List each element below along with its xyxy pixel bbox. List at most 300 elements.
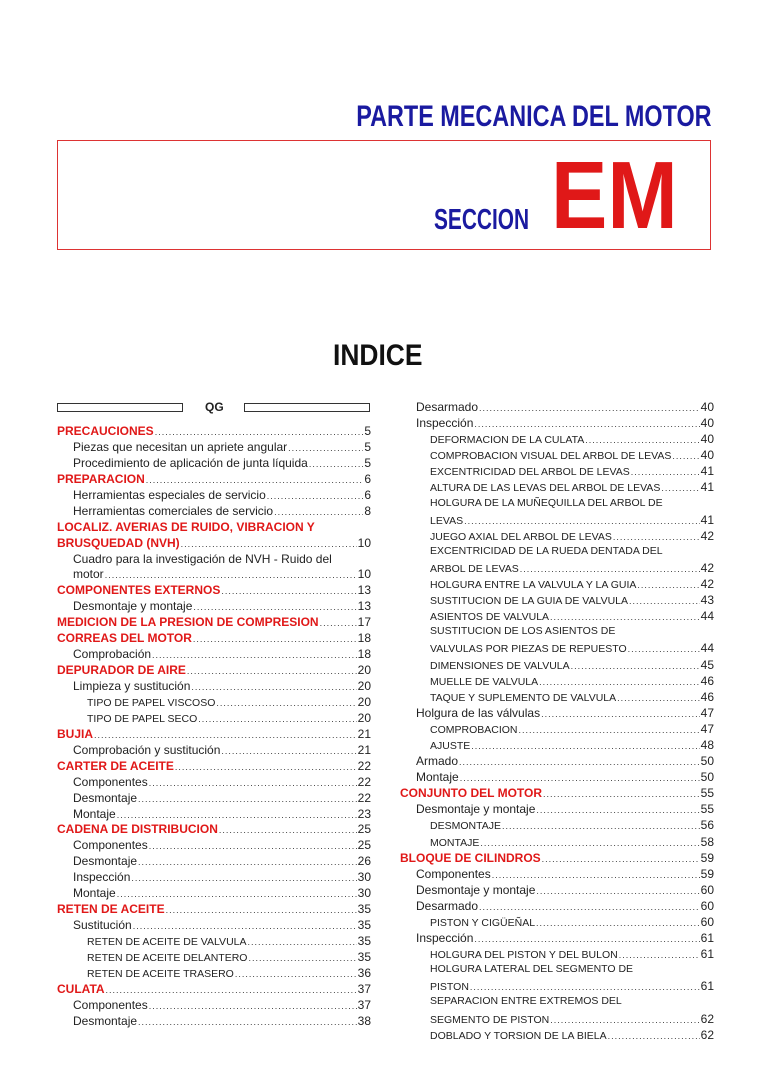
dot-leader — [138, 1017, 357, 1027]
toc-entry[interactable] — [57, 870, 371, 886]
toc-page-number: 30 — [357, 886, 371, 901]
toc-page-number: 5 — [364, 424, 371, 438]
toc-page-number: 60 — [700, 915, 714, 929]
toc-entry-title: Sustitución — [73, 918, 132, 933]
toc-entry-title: Desmontaje — [73, 854, 138, 869]
toc-right-column — [400, 400, 714, 1045]
toc-section-entry[interactable] — [57, 663, 371, 679]
toc-entry-title: RETEN DE ACEITE DELANTERO — [87, 951, 248, 964]
toc-entry[interactable] — [57, 838, 371, 854]
toc-page-number: 21 — [357, 742, 371, 757]
toc-page-number: 46 — [700, 689, 714, 704]
toc-section-entry[interactable] — [57, 902, 371, 918]
dot-leader — [117, 810, 357, 820]
dot-leader — [550, 1015, 699, 1025]
dot-leader — [149, 778, 357, 788]
toc-entry-title: Herramientas especiales de servicio — [73, 487, 266, 502]
toc-page-number: 44 — [700, 641, 714, 656]
dot-leader — [146, 475, 364, 485]
toc-entry[interactable] — [57, 599, 371, 615]
dot-leader — [474, 934, 699, 944]
toc-entry[interactable] — [400, 690, 714, 706]
toc-entry[interactable] — [400, 818, 714, 834]
toc-page-number: 40 — [700, 400, 714, 414]
toc-section-entry[interactable] — [57, 982, 371, 998]
toc-entry-title: DESMONTAJE — [430, 820, 501, 833]
toc-entry-title: Montaje — [416, 770, 459, 785]
dot-leader — [471, 741, 699, 751]
toc-entry[interactable] — [400, 899, 714, 915]
toc-entry[interactable] — [400, 722, 714, 738]
toc-entry[interactable] — [57, 695, 371, 711]
toc-entry[interactable] — [400, 867, 714, 883]
toc-page-number: 50 — [700, 770, 714, 785]
toc-entry[interactable] — [400, 979, 714, 995]
dot-leader — [617, 693, 699, 703]
toc-entry[interactable] — [57, 775, 371, 791]
toc-entry-title: CULATA — [57, 981, 105, 996]
dot-leader — [216, 698, 356, 708]
toc-entry[interactable] — [400, 770, 714, 786]
toc-entry[interactable] — [400, 416, 714, 432]
toc-page-number: 5 — [364, 455, 371, 470]
toc-entry-title: SEGMENTO DE PISTON — [430, 1013, 550, 1026]
toc-entry-title: RETEN DE ACEITE DE VALVULA — [87, 936, 247, 948]
toc-page-number: 55 — [700, 802, 714, 817]
dot-leader — [274, 507, 363, 517]
toc-entry-title: Desmontaje y montaje — [416, 802, 536, 817]
toc-entry[interactable] — [400, 754, 714, 770]
toc-page-number: 35 — [357, 902, 371, 917]
dot-leader — [536, 805, 699, 815]
toc-page-number: 21 — [357, 726, 371, 741]
toc-entry-title: LEVAS — [430, 514, 464, 527]
toc-page-number: 42 — [700, 560, 714, 575]
toc-entry-title: AJUSTE — [430, 739, 471, 752]
toc-entry[interactable] — [400, 448, 714, 464]
toc-entry[interactable] — [400, 1028, 714, 1044]
toc-section-entry[interactable] — [57, 631, 371, 647]
dot-leader — [193, 602, 356, 612]
dot-leader — [502, 821, 700, 831]
toc-entry[interactable] — [57, 807, 371, 823]
toc-entry-title: Inspección — [416, 416, 474, 431]
toc-entry-title: Componentes — [416, 866, 491, 881]
toc-entry-title: EXCENTRICIDAD DEL ARBOL DE LEVAS — [430, 466, 630, 479]
toc-entry-title: SEPARACION ENTRE EXTREMOS DEL — [430, 995, 622, 1008]
engine-code-rule-left — [57, 403, 183, 412]
toc-entry-title: BLOQUE DE CILINDROS — [400, 850, 541, 865]
toc-page-number: 61 — [700, 979, 714, 994]
toc-entry[interactable] — [57, 743, 371, 759]
toc-page-number: 22 — [357, 758, 371, 773]
toc-entry[interactable] — [400, 915, 714, 931]
toc-section-entry[interactable] — [400, 786, 714, 802]
toc-entry[interactable] — [57, 950, 371, 966]
toc-entry[interactable] — [57, 567, 371, 583]
toc-entry[interactable] — [400, 593, 714, 609]
toc-entry-title: TIPO DE PAPEL VISCOSO — [87, 696, 216, 709]
toc-page-number: 62 — [700, 1027, 714, 1042]
toc-page-number: 23 — [357, 806, 371, 821]
toc-page-number: 41 — [700, 512, 714, 527]
toc-entry-title: EXCENTRICIDAD DE LA RUEDA DENTADA DEL — [430, 544, 663, 557]
toc-entry[interactable] — [57, 966, 371, 982]
dot-leader — [550, 612, 700, 622]
toc-page-number: 59 — [700, 850, 714, 865]
manual-title: PARTE MECANICA DEL MOTOR — [356, 100, 712, 133]
dot-leader — [149, 1001, 357, 1011]
toc-page-number: 41 — [700, 480, 714, 495]
toc-entry-title: Inspección — [416, 931, 474, 946]
toc-section-entry[interactable] — [57, 536, 371, 552]
toc-entry[interactable] — [400, 561, 714, 577]
toc-entry[interactable] — [57, 488, 371, 504]
dot-leader — [219, 825, 357, 835]
toc-entry-title: Componentes — [73, 997, 148, 1012]
toc-entry[interactable] — [400, 529, 714, 545]
toc-entry-title: HOLGURA LATERAL DEL SEGMENTO DE — [430, 963, 634, 976]
dot-leader — [248, 937, 357, 947]
toc-page-number: 37 — [357, 997, 371, 1012]
toc-page-number: 20 — [357, 694, 371, 709]
toc-entry-title: Desarmado — [416, 400, 479, 414]
toc-entry-title: TAQUE Y SUPLEMENTO DE VALVULA — [430, 691, 617, 704]
dot-leader — [138, 794, 357, 804]
toc-section-entry[interactable] — [400, 851, 714, 867]
toc-page-number: 42 — [700, 528, 714, 543]
toc-page-number: 45 — [700, 657, 714, 672]
toc-entry[interactable] — [57, 934, 371, 950]
toc-entry-title: Armado — [416, 754, 459, 769]
toc-page-number: 60 — [700, 882, 714, 897]
dot-leader — [536, 918, 700, 928]
toc-section-entry[interactable] — [57, 822, 371, 838]
toc-entry-title: Piezas que necesitan un apriete angular — [73, 439, 288, 454]
toc-entry[interactable] — [400, 883, 714, 899]
toc-page-number: 38 — [357, 1013, 371, 1028]
toc-entry-title: BRUSQUEDAD (NVH) — [57, 535, 180, 550]
toc-entry-title: Holgura de las válvulas — [416, 705, 541, 720]
toc-entry-title: CADENA DE DISTRIBUCION — [57, 822, 218, 837]
toc-entry[interactable] — [400, 641, 714, 657]
toc-entry-title: Desarmado — [416, 898, 479, 913]
toc-entry[interactable] — [400, 674, 714, 690]
toc-entry[interactable] — [57, 998, 371, 1014]
toc-entry-title: Herramientas comerciales de servicio — [73, 503, 274, 518]
toc-entry-title: ALTURA DE LAS LEVAS DEL ARBOL DE LEVAS — [430, 482, 661, 495]
toc-entry-title: Montaje — [73, 886, 116, 901]
dot-leader — [221, 586, 356, 596]
toc-page-number: 5 — [364, 439, 371, 454]
dot-leader — [629, 596, 700, 606]
toc-entry[interactable] — [400, 835, 714, 851]
dot-leader — [672, 451, 699, 461]
toc-section-entry[interactable] — [57, 424, 371, 440]
dot-leader — [492, 870, 700, 880]
dot-leader — [541, 709, 700, 719]
toc-entry[interactable] — [400, 609, 714, 625]
dot-leader — [155, 427, 364, 437]
toc-entry-title: HOLGURA DE LA MUÑEQUILLA DEL ARBOL DE — [430, 496, 663, 509]
toc-entry-title: DIMENSIONES DE VALVULA — [430, 659, 570, 672]
dot-leader — [131, 873, 356, 883]
toc-entry-title: LOCALIZ. AVERIAS DE RUIDO, VIBRACION Y — [57, 519, 315, 534]
toc-entry-title: MUELLE DE VALVULA — [430, 675, 539, 688]
dot-leader — [619, 950, 700, 960]
dot-leader — [637, 580, 699, 590]
toc-entry-title: Desmontaje — [73, 790, 138, 805]
toc-entry-title: JUEGO AXIAL DEL ARBOL DE LEVAS — [430, 530, 612, 543]
dot-leader — [536, 886, 699, 896]
dot-leader — [166, 905, 357, 915]
toc-entry[interactable] — [400, 545, 714, 561]
dot-leader — [459, 757, 700, 767]
toc-page-number: 55 — [700, 786, 714, 801]
dot-leader — [94, 730, 357, 740]
dot-leader — [474, 419, 699, 429]
toc-entry[interactable] — [400, 480, 714, 496]
toc-entry[interactable] — [57, 791, 371, 807]
toc-page-number: 20 — [357, 710, 371, 725]
toc-entry[interactable] — [400, 1012, 714, 1028]
dot-leader — [543, 789, 700, 799]
toc-page-number: 10 — [357, 567, 371, 582]
toc-section-entry[interactable] — [57, 472, 371, 488]
toc-entry-title: BUJIA — [57, 726, 94, 741]
toc-entry[interactable] — [400, 497, 714, 513]
toc-entry[interactable] — [400, 963, 714, 979]
toc-page-number: 20 — [357, 679, 371, 693]
toc-entry-title: HOLGURA DEL PISTON Y DEL BULON — [430, 949, 618, 962]
dot-leader — [221, 746, 356, 756]
toc-page-number: 44 — [700, 609, 714, 624]
toc-entry[interactable] — [57, 504, 371, 520]
toc-entry-title: Inspección — [73, 870, 131, 885]
toc-entry-title: ARBOL DE LEVAS — [430, 562, 519, 575]
toc-entry[interactable] — [400, 464, 714, 480]
toc-entry[interactable] — [57, 440, 371, 456]
dot-leader — [149, 841, 357, 851]
toc-entry[interactable] — [400, 577, 714, 593]
section-code: EM — [551, 142, 678, 249]
toc-entry-title: Desmontaje — [73, 1013, 138, 1028]
dot-leader — [608, 1031, 700, 1041]
dot-leader — [585, 435, 699, 445]
toc-page-number: 35 — [357, 918, 371, 933]
toc-entry[interactable] — [400, 513, 714, 529]
toc-entry-title: Comprobación y sustitución — [73, 742, 221, 757]
dot-leader — [133, 921, 357, 931]
toc-entry[interactable] — [57, 679, 371, 695]
toc-page-number: 40 — [700, 416, 714, 431]
dot-leader — [193, 634, 357, 644]
toc-left-column — [57, 424, 371, 1030]
toc-entry-title: RETEN DE ACEITE TRASERO — [87, 967, 234, 980]
toc-entry-title: MONTAJE — [430, 836, 480, 849]
dot-leader — [181, 539, 357, 549]
toc-entry-title: RETEN DE ACEITE — [57, 902, 165, 917]
toc-entry[interactable] — [57, 854, 371, 870]
dot-leader — [464, 516, 700, 526]
toc-page-number: 40 — [700, 448, 714, 463]
dot-leader — [470, 982, 700, 992]
dot-leader — [106, 985, 357, 995]
dot-leader — [661, 483, 699, 493]
toc-page-number: 10 — [357, 535, 371, 550]
toc-page-number: 42 — [700, 577, 714, 592]
dot-leader — [460, 773, 700, 783]
dot-leader — [105, 570, 357, 580]
toc-entry-title: SUSTITUCION DE LA GUIA DE VALVULA — [430, 595, 628, 608]
toc-page-number: 47 — [700, 721, 714, 736]
toc-page-number: 61 — [700, 947, 714, 962]
toc-entry-title: motor — [73, 567, 104, 582]
toc-entry-title: Cuadro para la investigación de NVH - Ruido del — [73, 551, 332, 566]
dot-leader — [628, 644, 700, 654]
toc-page-number: 36 — [357, 965, 371, 980]
toc-entry[interactable] — [400, 658, 714, 674]
toc-entry-title: COMPROBACION VISUAL DEL ARBOL DE LEVAS — [430, 450, 672, 463]
toc-entry-title: COMPROBACION — [430, 723, 518, 736]
dot-leader — [542, 854, 700, 864]
dot-leader — [519, 725, 700, 735]
toc-entry[interactable] — [57, 711, 371, 727]
toc-entry-title: CONJUNTO DEL MOTOR — [400, 786, 543, 801]
dot-leader — [571, 661, 700, 671]
toc-entry-title: VALVULAS POR PIEZAS DE REPUESTO — [430, 643, 627, 656]
toc-page-number: 60 — [700, 898, 714, 913]
dot-leader — [267, 491, 364, 501]
toc-entry-title: PISTON — [430, 981, 469, 994]
engine-code-label: QG — [205, 400, 224, 414]
toc-page-number: 18 — [357, 647, 371, 662]
dot-leader — [479, 902, 700, 912]
dot-leader — [198, 714, 356, 724]
toc-entry-title: Desmontaje y montaje — [73, 599, 193, 614]
dot-leader — [187, 666, 357, 676]
toc-entry[interactable] — [400, 931, 714, 947]
toc-page-number: 61 — [700, 931, 714, 946]
toc-page-number: 26 — [357, 854, 371, 869]
toc-entry-title: PISTON Y CIGÜEÑAL — [430, 917, 536, 929]
toc-page-number: 35 — [357, 949, 371, 964]
toc-entry-title: DEPURADOR DE AIRE — [57, 663, 186, 678]
dot-leader — [309, 459, 363, 469]
toc-page-number: 40 — [700, 432, 714, 447]
toc-entry-title: PRECAUCIONES — [57, 424, 154, 438]
toc-section-entry[interactable] — [57, 759, 371, 775]
toc-page-number: 20 — [357, 663, 371, 678]
section-label: SECCION — [434, 204, 530, 236]
toc-page-number: 25 — [357, 838, 371, 853]
toc-entry[interactable] — [400, 802, 714, 818]
toc-entry[interactable] — [400, 432, 714, 448]
toc-page-number: 13 — [357, 583, 371, 598]
toc-page-number: 25 — [357, 822, 371, 837]
toc-entry-title: Comprobación — [73, 647, 152, 662]
toc-entry[interactable] — [57, 886, 371, 902]
dot-leader — [191, 682, 356, 692]
toc-entry[interactable] — [57, 918, 371, 934]
dot-leader — [480, 838, 699, 848]
toc-page-number: 22 — [357, 790, 371, 805]
toc-page-number: 35 — [357, 934, 371, 948]
dot-leader — [320, 618, 357, 628]
toc-entry-title: Componentes — [73, 774, 148, 789]
dot-leader — [613, 532, 700, 542]
dot-leader — [235, 969, 357, 979]
dot-leader — [152, 650, 357, 660]
toc-page-number: 48 — [700, 737, 714, 752]
toc-entry[interactable] — [400, 738, 714, 754]
toc-entry[interactable] — [57, 456, 371, 472]
toc-entry[interactable] — [400, 995, 714, 1011]
toc-entry[interactable] — [57, 1014, 371, 1030]
toc-entry-title: Procedimiento de aplicación de junta líquida — [73, 455, 308, 470]
toc-page-number: 41 — [700, 464, 714, 479]
toc-page-number: 58 — [700, 834, 714, 849]
toc-entry[interactable] — [400, 400, 714, 416]
toc-section-entry[interactable] — [57, 727, 371, 743]
toc-entry-title: ASIENTOS DE VALVULA — [430, 611, 550, 624]
toc-entry-title: COMPONENTES EXTERNOS — [57, 583, 221, 598]
toc-entry-title: TIPO DE PAPEL SECO — [87, 712, 198, 725]
toc-entry-title: DOBLADO Y TORSION DE LA BIELA — [430, 1029, 607, 1042]
toc-page-number: 6 — [364, 471, 371, 486]
toc-page-number: 22 — [357, 774, 371, 789]
toc-entry-title: Desmontaje y montaje — [416, 882, 536, 897]
dot-leader — [248, 953, 356, 963]
toc-entry-title: CARTER DE ACEITE — [57, 758, 174, 773]
toc-page-number: 17 — [357, 615, 371, 630]
toc-entry[interactable] — [400, 706, 714, 722]
dot-leader — [175, 762, 357, 772]
toc-entry-title: CORREAS DEL MOTOR — [57, 631, 192, 646]
toc-entry-title: MEDICION DE LA PRESION DE COMPRESION — [57, 615, 319, 630]
toc-page-number: 30 — [357, 870, 371, 885]
toc-entry-title: Montaje — [73, 806, 116, 821]
toc-page-number: 43 — [700, 593, 714, 608]
toc-entry-title: PREPARACION — [57, 471, 145, 486]
toc-page-number: 47 — [700, 705, 714, 720]
dot-leader — [117, 889, 357, 899]
toc-section-entry[interactable] — [57, 615, 371, 631]
dot-leader — [288, 443, 363, 453]
toc-page-number: 37 — [357, 981, 371, 996]
dot-leader — [539, 677, 699, 687]
toc-entry-title: Limpieza y sustitución — [73, 679, 191, 693]
toc-page-number: 8 — [364, 503, 371, 518]
toc-entry-title: Componentes — [73, 838, 148, 853]
toc-page-number: 13 — [357, 599, 371, 614]
toc-entry[interactable] — [400, 625, 714, 641]
toc-section-entry[interactable] — [57, 520, 371, 536]
toc-section-entry[interactable] — [57, 583, 371, 599]
toc-entry-title: SUSTITUCION DE LOS ASIENTOS DE — [430, 625, 616, 638]
dot-leader — [138, 857, 357, 867]
toc-page-number: 59 — [700, 866, 714, 881]
toc-page-number: 62 — [700, 1011, 714, 1026]
toc-page-number: 56 — [700, 818, 714, 833]
index-title: INDICE — [333, 339, 423, 372]
toc-entry[interactable] — [57, 552, 371, 568]
engine-code-rule-right — [244, 403, 370, 412]
toc-entry[interactable] — [400, 947, 714, 963]
dot-leader — [479, 403, 700, 413]
toc-page-number: 50 — [700, 754, 714, 769]
toc-entry[interactable] — [57, 647, 371, 663]
